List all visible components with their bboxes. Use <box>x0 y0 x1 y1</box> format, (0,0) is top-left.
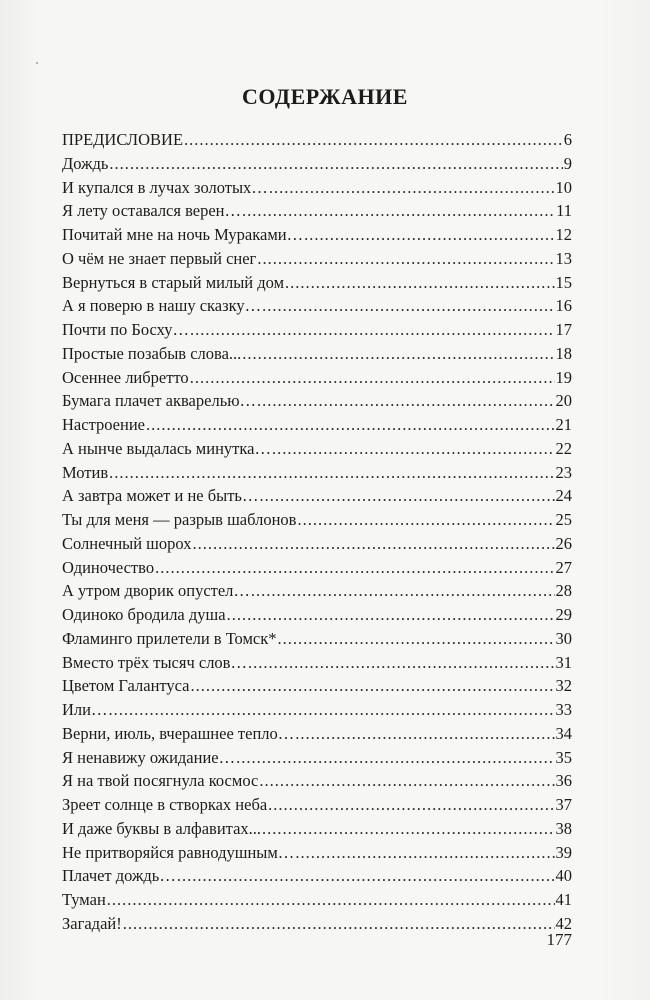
toc-dot-leader <box>190 318 554 342</box>
paper-speck <box>36 62 38 64</box>
toc-entry <box>62 461 572 485</box>
page-number: 177 <box>546 930 572 949</box>
toc-entry-title: Вернуться в старый милый дом <box>62 272 285 292</box>
toc-dot-leader <box>268 793 554 817</box>
toc-entry <box>62 271 572 295</box>
toc-entry-title: Я ненавижу ожидание… <box>62 747 236 767</box>
toc-entry-title: Ты для меня — разрыв шаблонов <box>62 510 297 529</box>
toc-entry-title: Почитай мне на ночь Мураками… <box>62 225 304 244</box>
toc-dot-leader <box>108 698 554 722</box>
toc-dot-leader <box>109 152 562 176</box>
toc-dot-leader <box>192 532 554 556</box>
toc-entry-title: Бумага плачет акварелью… <box>62 391 257 411</box>
toc-entry-title: Фламинго прилетели в Томск* <box>62 628 277 648</box>
toc-entry-page: 20 <box>555 391 572 411</box>
toc-dot-leader <box>177 864 555 888</box>
toc-dot-leader <box>262 817 554 841</box>
toc-dot-leader <box>146 413 555 437</box>
toc-entry-page: 16 <box>555 296 572 316</box>
toc-dot-leader <box>123 912 555 936</box>
toc-entry-title: Простые позабыв слова... <box>62 343 242 363</box>
toc-entry-title: Одиноко бродила душа <box>62 605 226 624</box>
toc-entry-title: Не притворяйся равнодушным… <box>62 842 295 862</box>
toc-entry <box>62 294 572 318</box>
toc-entry-page: 33 <box>555 700 572 719</box>
toc-dot-leader <box>155 556 554 580</box>
toc-entry <box>62 603 572 627</box>
toc-dot-leader <box>242 199 555 223</box>
toc-dot-leader <box>278 627 555 651</box>
toc-entry-title: А утром дворик опустел… <box>62 581 250 601</box>
toc-dot-leader <box>191 674 555 698</box>
toc-entry-page: 40 <box>555 866 572 886</box>
toc-dot-leader <box>107 888 555 912</box>
toc-dot-leader <box>109 461 554 485</box>
toc-entry-title: ПРЕДИСЛОВИЕ <box>62 130 184 149</box>
toc-entry-title: Мотив <box>62 462 109 482</box>
toc-entry <box>62 318 572 342</box>
toc-entry-title: Туман <box>62 890 106 909</box>
toc-dot-leader <box>272 437 555 461</box>
toc-entry <box>62 864 572 888</box>
toc-entry <box>62 128 572 152</box>
toc-entry-page: 18 <box>555 343 572 363</box>
toc-entry <box>62 437 572 461</box>
toc-entry-page: 31 <box>555 652 572 672</box>
toc-entry <box>62 722 572 746</box>
toc-dot-leader <box>269 176 555 200</box>
toc-entry-page: 23 <box>555 462 572 482</box>
toc-entry-page: 25 <box>555 510 572 529</box>
toc-dot-leader <box>295 722 554 746</box>
toc-dot-leader <box>242 342 554 366</box>
toc-entry <box>62 912 572 936</box>
toc-dot-leader <box>257 389 554 413</box>
contents-heading: СОДЕРЖАНИЕ <box>242 84 408 109</box>
toc-entry <box>62 793 572 817</box>
toc-entry <box>62 532 572 556</box>
toc-dot-leader <box>227 603 555 627</box>
toc-entry <box>62 746 572 770</box>
toc-entry <box>62 342 572 366</box>
toc-entry <box>62 556 572 580</box>
toc-entry-page: 35 <box>555 747 572 767</box>
toc-entry-title: Настроение <box>62 415 145 434</box>
toc-entry <box>62 199 572 223</box>
toc-dot-leader <box>259 484 554 508</box>
toc-entry <box>62 698 572 722</box>
toc-entry-title: Осеннее либретто <box>62 367 189 387</box>
toc-entry-title: Почти по Босху… <box>62 320 190 339</box>
toc-entry-page: 10 <box>555 177 572 197</box>
table-of-contents <box>62 128 572 936</box>
toc-dot-leader <box>262 294 554 318</box>
toc-entry-title: И купался в лучах золотых… <box>62 177 268 197</box>
toc-entry-title: Я лету оставался верен… <box>62 201 242 221</box>
toc-entry <box>62 674 572 698</box>
toc-entry-title: А завтра может и не быть… <box>62 486 259 506</box>
toc-entry-page: 37 <box>555 795 572 814</box>
toc-entry-title: Вместо трёх тысяч слов… <box>62 652 247 672</box>
toc-entry-title: Или… <box>62 700 108 719</box>
toc-dot-leader <box>251 579 555 603</box>
toc-entry-page: 34 <box>555 723 572 743</box>
toc-dot-leader <box>257 247 554 271</box>
toc-entry <box>62 152 572 176</box>
toc-dot-leader <box>304 223 554 247</box>
toc-dot-leader <box>285 271 554 295</box>
toc-entry <box>62 413 572 437</box>
toc-entry <box>62 627 572 651</box>
toc-entry-page: 39 <box>555 842 572 862</box>
toc-entry <box>62 769 572 793</box>
toc-entry-page: 9 <box>563 153 572 173</box>
toc-entry-page: 26 <box>555 533 572 553</box>
toc-entry-page: 36 <box>555 771 572 791</box>
toc-entry-title: А нынче выдалась минутка… <box>62 438 271 458</box>
toc-entry-page: 29 <box>555 605 572 624</box>
toc-entry-title: Цветом Галантуса <box>62 676 190 696</box>
toc-dot-leader <box>184 128 563 152</box>
toc-entry-page: 28 <box>555 581 572 601</box>
toc-entry <box>62 888 572 912</box>
toc-entry <box>62 508 572 532</box>
toc-dot-leader <box>190 366 555 390</box>
toc-entry-page: 30 <box>555 628 572 648</box>
toc-entry <box>62 366 572 390</box>
toc-entry-title: Загадай! <box>62 913 122 933</box>
toc-entry-page: 19 <box>555 367 572 387</box>
toc-entry <box>62 176 572 200</box>
toc-entry <box>62 841 572 865</box>
toc-entry-page: 11 <box>556 201 572 221</box>
toc-entry-title: Зреет солнце в створках неба <box>62 795 268 814</box>
toc-entry-title: О чём не знает первый снег <box>62 248 257 268</box>
toc-entry <box>62 651 572 675</box>
toc-entry-page: 42 <box>555 913 572 933</box>
toc-entry-title: Солнечный шорох <box>62 533 192 553</box>
toc-entry <box>62 247 572 271</box>
toc-entry <box>62 223 572 247</box>
toc-entry-page: 6 <box>563 130 572 149</box>
toc-entry-page: 24 <box>555 486 572 506</box>
toc-dot-leader <box>295 841 554 865</box>
toc-entry-title: Я на твой посягнула космос <box>62 771 259 791</box>
toc-entry-page: 22 <box>555 438 572 458</box>
toc-entry-page: 32 <box>555 676 572 696</box>
toc-dot-leader <box>297 508 554 532</box>
toc-entry-title: Плачет дождь… <box>62 866 176 886</box>
toc-entry <box>62 579 572 603</box>
toc-entry-title: Верни, июль, вчерашнее тепло… <box>62 723 295 743</box>
toc-entry-title: Дождь <box>62 153 109 173</box>
toc-entry <box>62 484 572 508</box>
toc-entry-page: 13 <box>555 248 572 268</box>
toc-entry-page: 12 <box>555 225 572 244</box>
toc-entry-page: 27 <box>555 557 572 577</box>
toc-entry-page: 41 <box>555 890 572 909</box>
toc-entry-page: 21 <box>555 415 572 434</box>
toc-entry-title: И даже буквы в алфавитах... <box>62 818 262 838</box>
toc-entry <box>62 817 572 841</box>
toc-entry <box>62 389 572 413</box>
toc-entry-title: Одиночество <box>62 557 155 577</box>
toc-entry-page: 38 <box>555 818 572 838</box>
toc-dot-leader <box>236 746 554 770</box>
toc-entry-page: 15 <box>555 272 572 292</box>
toc-entry-page: 17 <box>555 320 572 339</box>
toc-dot-leader <box>248 651 555 675</box>
toc-entry-title: А я поверю в нашу сказку… <box>62 296 262 316</box>
toc-dot-leader <box>259 769 554 793</box>
